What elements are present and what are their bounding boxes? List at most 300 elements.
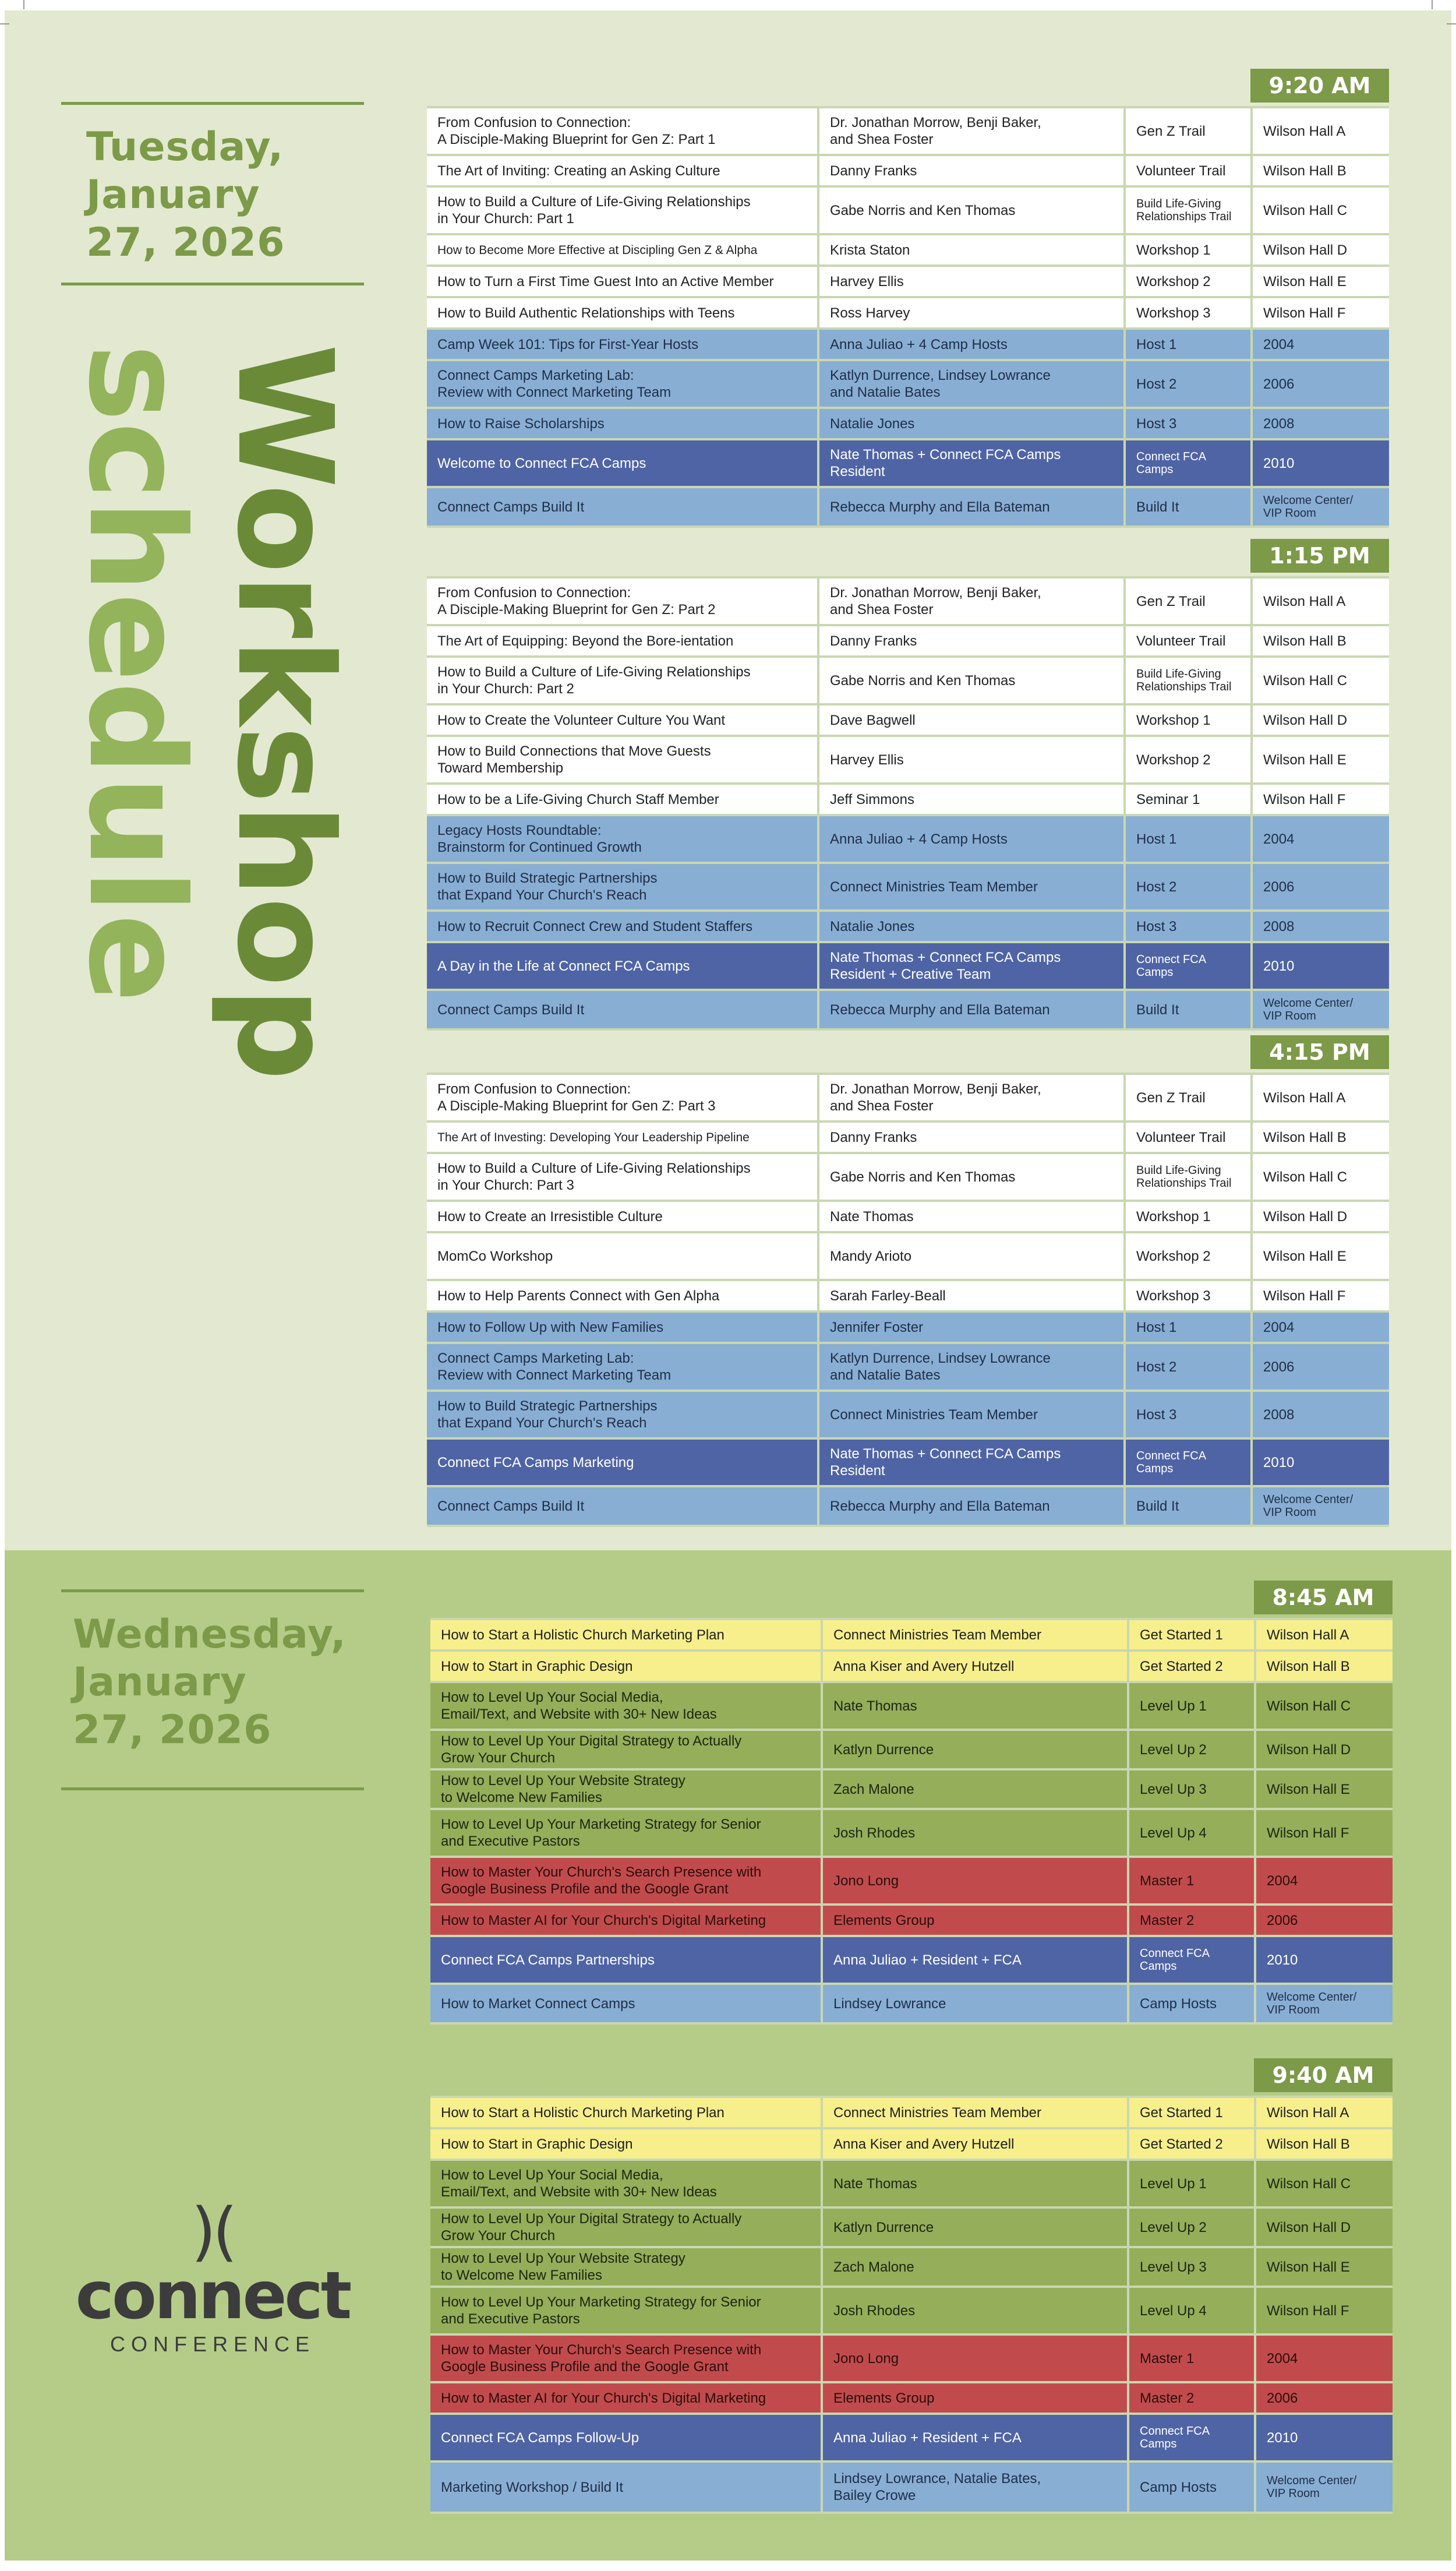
time-label: 4:15 PM (1250, 1035, 1389, 1069)
session-row (430, 2288, 1393, 2336)
session-title: How to Market Connect Camps (430, 1985, 823, 2022)
session-speaker: Anna Juliao + 4 Camp Hosts (819, 816, 1126, 862)
time-badge (430, 2058, 1393, 2092)
session-speaker: Josh Rhodes (823, 2288, 1129, 2333)
session-room: 2008 (1253, 912, 1389, 941)
session-speaker: Nate Thomas (823, 1683, 1129, 1729)
session-row (430, 2415, 1393, 2463)
session-speaker: Dr. Jonathan Morrow, Benji Baker, and Shea Foster (819, 108, 1126, 154)
session-speaker: Jono Long (823, 1858, 1129, 1903)
session-title: How to Create the Volunteer Culture You Want (427, 706, 819, 735)
day-heading-tuesday: Tuesday, January 27, 2026 (86, 124, 285, 266)
crop-mark (23, 0, 24, 9)
title-schedule (59, 344, 212, 1003)
session-track: Host 2 (1126, 361, 1253, 407)
session-track: Get Started 1 (1129, 2098, 1256, 2127)
session-room: Wilson Hall E (1253, 1233, 1389, 1279)
session-track: Host 2 (1126, 864, 1253, 909)
session-track: Master 2 (1129, 1906, 1256, 1935)
day-rule-bottom (61, 283, 364, 285)
session-title: Camp Week 101: Tips for First-Year Hosts (427, 330, 819, 359)
session-row (427, 579, 1389, 626)
session-title: Connect Camps Build It (427, 488, 819, 526)
session-room: 2010 (1256, 2415, 1393, 2460)
session-block-0115 (427, 539, 1389, 1031)
session-room: Wilson Hall A (1253, 108, 1389, 154)
session-speaker: Nate Thomas + Connect FCA Camps Resident (819, 440, 1126, 486)
session-row (430, 2209, 1393, 2248)
session-title: Connect FCA Camps Follow-Up (430, 2415, 823, 2460)
time-label: 9:40 AM (1254, 2058, 1393, 2092)
session-row (430, 2336, 1393, 2383)
session-row (427, 658, 1389, 706)
session-room: 2004 (1253, 816, 1389, 862)
time-label: 1:15 PM (1250, 539, 1389, 573)
session-track: Workshop 3 (1126, 1281, 1253, 1310)
session-title: Welcome to Connect FCA Camps (427, 440, 819, 486)
session-row (427, 1392, 1389, 1440)
session-speaker: Ross Harvey (819, 298, 1126, 327)
session-table (427, 576, 1389, 1031)
session-room: 2010 (1256, 1937, 1393, 1983)
session-track: Connect FCA Camps (1129, 2415, 1256, 2460)
session-row (430, 1937, 1393, 1985)
session-title: How to Become More Effective at Discipling Gen Z & Alpha (427, 235, 819, 264)
session-row (430, 2463, 1393, 2514)
session-track: Host 3 (1126, 409, 1253, 438)
session-title: How to Start a Holistic Church Marketing Plan (430, 1620, 823, 1649)
session-title: How to Recruit Connect Crew and Student Staffers (427, 912, 819, 941)
session-speaker: Anna Kiser and Avery Hutzell (823, 2129, 1129, 2159)
session-speaker: Rebecca Murphy and Ella Bateman (819, 1487, 1126, 1525)
session-track: Master 1 (1129, 1858, 1256, 1903)
session-room: Wilson Hall F (1256, 2288, 1393, 2333)
session-speaker: Rebecca Murphy and Ella Bateman (819, 991, 1126, 1028)
session-track: Host 1 (1126, 330, 1253, 359)
session-room: Wilson Hall F (1253, 785, 1389, 814)
day-heading-wednesday: Wednesday, January 27, 2026 (73, 1611, 347, 1753)
session-row (427, 1202, 1389, 1233)
session-room: Welcome Center/ VIP Room (1256, 1985, 1393, 2022)
session-row (430, 2383, 1393, 2415)
session-room: Wilson Hall C (1253, 658, 1389, 703)
logo-subtitle: CONFERENCE (109, 2332, 316, 2356)
session-title: How to Level Up Your Website Strategy to Welcome New Families (430, 2248, 823, 2286)
session-room: Wilson Hall B (1253, 156, 1389, 185)
session-title: Connect Camps Marketing Lab: Review with Connect Marketing Team (427, 1344, 819, 1389)
session-track: Workshop 2 (1126, 1233, 1253, 1279)
time-badge (427, 1035, 1389, 1069)
session-speaker: Elements Group (823, 2383, 1129, 2413)
session-title: How to Level Up Your Website Strategy to Welcome New Families (430, 1771, 823, 1808)
session-row (430, 2129, 1393, 2161)
session-speaker: Mandy Arioto (819, 1233, 1126, 1279)
session-row (427, 1154, 1389, 1202)
session-room: Wilson Hall D (1256, 1731, 1393, 1768)
session-speaker: Krista Staton (819, 235, 1126, 264)
session-track: Host 3 (1126, 1392, 1253, 1437)
session-room: Wilson Hall D (1253, 1202, 1389, 1231)
session-speaker: Danny Franks (819, 626, 1126, 655)
session-row (430, 1906, 1393, 1937)
session-title: How to Turn a First Time Guest Into an Active Member (427, 267, 819, 296)
session-row (427, 1344, 1389, 1392)
session-track: Host 1 (1126, 816, 1253, 862)
time-label: 8:45 AM (1254, 1581, 1393, 1614)
day-rule-top (61, 1589, 364, 1592)
session-title: From Confusion to Connection: A Disciple-Making Blueprint for Gen Z: Part 1 (427, 108, 819, 154)
session-track: Camp Hosts (1129, 1985, 1256, 2022)
session-table (430, 1618, 1393, 2025)
session-track: Build Life-Giving Relationships Trail (1126, 188, 1253, 233)
session-block-0940 (430, 2058, 1393, 2514)
session-track: Gen Z Trail (1126, 579, 1253, 624)
session-room: 2006 (1253, 864, 1389, 909)
session-track: Seminar 1 (1126, 785, 1253, 814)
session-track: Workshop 3 (1126, 298, 1253, 327)
session-row (430, 2248, 1393, 2288)
session-speaker: Elements Group (823, 1906, 1129, 1935)
crop-mark (1432, 0, 1433, 9)
session-speaker: Gabe Norris and Ken Thomas (819, 1154, 1126, 1200)
session-row (427, 1281, 1389, 1313)
session-table (430, 2096, 1393, 2514)
session-room: Wilson Hall B (1253, 1123, 1389, 1152)
session-track: Build Life-Giving Relationships Trail (1126, 1154, 1253, 1200)
session-title: How to Master AI for Your Church's Digital Marketing (430, 2383, 823, 2413)
session-track: Host 3 (1126, 912, 1253, 941)
session-title: How to Follow Up with New Families (427, 1313, 819, 1342)
session-row (430, 1731, 1393, 1771)
session-title: How to Level Up Your Marketing Strategy for Senior and Executive Pastors (430, 2288, 823, 2333)
session-track: Build Life-Giving Relationships Trail (1126, 658, 1253, 703)
session-speaker: Nate Thomas (823, 2161, 1129, 2206)
session-room: 2004 (1256, 2336, 1393, 2381)
session-row (427, 816, 1389, 864)
session-row (427, 991, 1389, 1031)
session-title: How to Build Strategic Partnerships that Expand Your Church's Reach (427, 864, 819, 909)
session-room: Wilson Hall C (1253, 188, 1389, 233)
session-title: How to Build Authentic Relationships with Teens (427, 298, 819, 327)
session-row (427, 737, 1389, 785)
session-speaker: Katlyn Durrence (823, 1731, 1129, 1768)
session-block-0415 (427, 1035, 1389, 1527)
session-speaker: Jennifer Foster (819, 1313, 1126, 1342)
session-row (427, 626, 1389, 658)
time-badge (430, 1581, 1393, 1614)
session-track: Get Started 1 (1129, 1620, 1256, 1649)
session-room: Wilson Hall D (1256, 2209, 1393, 2246)
session-room: 2006 (1256, 1906, 1393, 1935)
session-track: Master 2 (1129, 2383, 1256, 2413)
session-room: 2006 (1253, 1344, 1389, 1389)
crop-mark (0, 23, 9, 24)
session-room: Wilson Hall D (1253, 706, 1389, 735)
session-speaker: Danny Franks (819, 156, 1126, 185)
session-track: Connect FCA Camps (1126, 1440, 1253, 1485)
session-title: How to Level Up Your Digital Strategy to Actually Grow Your Church (430, 1731, 823, 1768)
session-title: How to Level Up Your Digital Strategy to Actually Grow Your Church (430, 2209, 823, 2246)
session-row (427, 706, 1389, 737)
session-track: Build It (1126, 1487, 1253, 1525)
session-title: Connect FCA Camps Partnerships (430, 1937, 823, 1983)
session-track: Workshop 2 (1126, 737, 1253, 782)
session-title: How to Level Up Your Social Media, Email/Text, and Website with 30+ New Ideas (430, 2161, 823, 2206)
session-speaker: Connect Ministries Team Member (819, 1392, 1126, 1437)
session-track: Connect FCA Camps (1126, 440, 1253, 486)
session-room: Wilson Hall F (1253, 298, 1389, 327)
session-speaker: Lindsey Lowrance (823, 1985, 1129, 2022)
session-speaker: Connect Ministries Team Member (819, 864, 1126, 909)
session-title: From Confusion to Connection: A Disciple-Making Blueprint for Gen Z: Part 2 (427, 579, 819, 624)
session-speaker: Anna Kiser and Avery Hutzell (823, 1652, 1129, 1681)
session-room: Wilson Hall F (1256, 1810, 1393, 1856)
session-title: How to Create an Irresistible Culture (427, 1202, 819, 1231)
session-speaker: Natalie Jones (819, 912, 1126, 941)
session-row (427, 235, 1389, 267)
session-track: Workshop 1 (1126, 1202, 1253, 1231)
time-badge (427, 539, 1389, 573)
session-room: Wilson Hall C (1256, 2161, 1393, 2206)
session-speaker: Jeff Simmons (819, 785, 1126, 814)
session-speaker: Natalie Jones (819, 409, 1126, 438)
session-title: A Day in the Life at Connect FCA Camps (427, 943, 819, 989)
session-room: Wilson Hall B (1256, 1652, 1393, 1681)
session-title: The Art of Equipping: Beyond the Bore-ientation (427, 626, 819, 655)
session-title: From Confusion to Connection: A Disciple-Making Blueprint for Gen Z: Part 3 (427, 1075, 819, 1120)
session-room: Wilson Hall E (1253, 737, 1389, 782)
session-room: Wilson Hall E (1253, 267, 1389, 296)
day-rule-bottom (61, 1787, 364, 1790)
session-room: 2010 (1253, 943, 1389, 989)
session-speaker: Katlyn Durrence, Lindsey Lowrance and Natalie Bates (819, 361, 1126, 407)
session-track: Workshop 1 (1126, 235, 1253, 264)
session-title: How to Start in Graphic Design (430, 1652, 823, 1681)
session-speaker: Harvey Ellis (819, 267, 1126, 296)
session-track: Level Up 4 (1129, 2288, 1256, 2333)
session-title: The Art of Inviting: Creating an Asking Culture (427, 156, 819, 185)
session-row (427, 785, 1389, 816)
session-speaker: Connect Ministries Team Member (823, 2098, 1129, 2127)
session-speaker: Dr. Jonathan Morrow, Benji Baker, and Shea Foster (819, 579, 1126, 624)
session-track: Build It (1126, 991, 1253, 1028)
session-track: Gen Z Trail (1126, 108, 1253, 154)
session-title: How to Master Your Church's Search Presence with Google Business Profile and the Google Grant (430, 2336, 823, 2381)
session-track: Master 1 (1129, 2336, 1256, 2381)
session-speaker: Katlyn Durrence, Lindsey Lowrance and Natalie Bates (819, 1344, 1126, 1389)
session-row (427, 943, 1389, 991)
connect-conference-logo (58, 2194, 367, 2357)
session-row (430, 1858, 1393, 1906)
session-title: How to Start in Graphic Design (430, 2129, 823, 2159)
session-row (427, 409, 1389, 440)
session-track: Level Up 4 (1129, 1810, 1256, 1856)
session-track: Build It (1126, 488, 1253, 526)
logo-wordmark: connect (75, 2258, 350, 2334)
session-row (427, 864, 1389, 912)
session-track: Level Up 2 (1129, 1731, 1256, 1768)
session-speaker: Anna Juliao + Resident + FCA (823, 1937, 1129, 1983)
session-title: Connect Camps Build It (427, 1487, 819, 1525)
crop-mark (1447, 23, 1456, 24)
session-speaker: Harvey Ellis (819, 737, 1126, 782)
time-label: 9:20 AM (1250, 69, 1389, 103)
session-room: Wilson Hall A (1253, 1075, 1389, 1120)
session-row (427, 1440, 1389, 1487)
session-speaker: Josh Rhodes (823, 1810, 1129, 1856)
session-title: How to Build Strategic Partnerships that Expand Your Church's Reach (427, 1392, 819, 1437)
session-speaker: Zach Malone (823, 2248, 1129, 2286)
session-room: 2004 (1253, 1313, 1389, 1342)
session-room: Welcome Center/ VIP Room (1253, 488, 1389, 526)
session-track: Connect FCA Camps (1126, 943, 1253, 989)
session-room: Wilson Hall A (1256, 1620, 1393, 1649)
session-speaker: Danny Franks (819, 1123, 1126, 1152)
session-room: Wilson Hall B (1253, 626, 1389, 655)
session-title: How to Level Up Your Social Media, Email/Text, and Website with 30+ New Ideas (430, 1683, 823, 1729)
session-row (427, 1313, 1389, 1344)
session-track: Level Up 3 (1129, 2248, 1256, 2286)
day-rule-top (61, 102, 364, 105)
session-row (427, 912, 1389, 943)
session-title: How to Build a Culture of Life-Giving Relationships in Your Church: Part 1 (427, 188, 819, 233)
session-speaker: Zach Malone (823, 1771, 1129, 1808)
session-track: Level Up 3 (1129, 1771, 1256, 1808)
session-room: Welcome Center/ VIP Room (1253, 991, 1389, 1028)
session-room: 2006 (1253, 361, 1389, 407)
session-room: Wilson Hall E (1256, 1771, 1393, 1808)
session-room: 2004 (1256, 1858, 1393, 1903)
session-row (430, 1652, 1393, 1683)
session-title: How to Build Connections that Move Guests Toward Membership (427, 737, 819, 782)
session-track: Connect FCA Camps (1129, 1937, 1256, 1983)
session-track: Gen Z Trail (1126, 1075, 1253, 1120)
session-title: How to Master Your Church's Search Presence with Google Business Profile and the Google Grant (430, 1858, 823, 1903)
session-row (427, 488, 1389, 528)
session-room: Wilson Hall C (1256, 1683, 1393, 1729)
session-title: How to Build a Culture of Life-Giving Relationships in Your Church: Part 2 (427, 658, 819, 703)
title-word-schedule: schedule (59, 344, 212, 1003)
session-speaker: Anna Juliao + Resident + FCA (823, 2415, 1129, 2460)
session-speaker: Jono Long (823, 2336, 1129, 2381)
session-track: Volunteer Trail (1126, 156, 1253, 185)
session-row (427, 1075, 1389, 1123)
session-row (427, 298, 1389, 330)
session-track: Get Started 2 (1129, 1652, 1256, 1681)
session-row (430, 1771, 1393, 1810)
session-track: Level Up 1 (1129, 2161, 1256, 2206)
session-room: 2008 (1253, 1392, 1389, 1437)
session-speaker: Rebecca Murphy and Ella Bateman (819, 488, 1126, 526)
session-speaker: Nate Thomas + Connect FCA Camps Resident + Creative Team (819, 943, 1126, 989)
session-room: 2006 (1256, 2383, 1393, 2413)
session-row (427, 188, 1389, 235)
session-room: Wilson Hall A (1253, 579, 1389, 624)
logo-mark: )( (191, 2194, 234, 2269)
session-speaker: Anna Juliao + 4 Camp Hosts (819, 330, 1126, 359)
session-track: Level Up 1 (1129, 1683, 1256, 1729)
session-track: Workshop 2 (1126, 267, 1253, 296)
title-word-workshop: Workshop (208, 344, 361, 1081)
session-speaker: Dave Bagwell (819, 706, 1126, 735)
session-room: Wilson Hall C (1253, 1154, 1389, 1200)
session-title: How to Help Parents Connect with Gen Alpha (427, 1281, 819, 1310)
session-title: How to Level Up Your Marketing Strategy for Senior and Executive Pastors (430, 1810, 823, 1856)
session-row (430, 1985, 1393, 2025)
session-title: Connect Camps Build It (427, 991, 819, 1028)
session-table (427, 1073, 1389, 1527)
session-track: Volunteer Trail (1126, 1123, 1253, 1152)
session-speaker: Gabe Norris and Ken Thomas (819, 658, 1126, 703)
session-title: The Art of Investing: Developing Your Leadership Pipeline (427, 1123, 819, 1152)
session-row (427, 156, 1389, 188)
session-row (427, 108, 1389, 156)
title-workshop (208, 344, 361, 1081)
session-block-0920 (427, 69, 1389, 528)
session-track: Camp Hosts (1129, 2463, 1256, 2512)
session-row (427, 361, 1389, 409)
session-speaker: Lindsey Lowrance, Natalie Bates, Bailey Crowe (823, 2463, 1129, 2512)
session-track: Host 1 (1126, 1313, 1253, 1342)
session-speaker: Gabe Norris and Ken Thomas (819, 188, 1126, 233)
session-title: Legacy Hosts Roundtable: Brainstorm for Continued Growth (427, 816, 819, 862)
session-room: Wilson Hall A (1256, 2098, 1393, 2127)
session-row (427, 267, 1389, 298)
session-speaker: Nate Thomas (819, 1202, 1126, 1231)
session-row (427, 1233, 1389, 1281)
session-room: Wilson Hall D (1253, 235, 1389, 264)
session-row (427, 330, 1389, 361)
session-room: Wilson Hall B (1256, 2129, 1393, 2159)
session-track: Volunteer Trail (1126, 626, 1253, 655)
session-row (427, 1123, 1389, 1154)
session-row (430, 1683, 1393, 1731)
session-title: MomCo Workshop (427, 1233, 819, 1279)
session-row (427, 440, 1389, 488)
session-title: How to Start a Holistic Church Marketing Plan (430, 2098, 823, 2127)
session-table (427, 106, 1389, 528)
session-title: Connect Camps Marketing Lab: Review with Connect Marketing Team (427, 361, 819, 407)
session-room: Wilson Hall E (1256, 2248, 1393, 2286)
session-speaker: Sarah Farley-Beall (819, 1281, 1126, 1310)
session-track: Host 2 (1126, 1344, 1253, 1389)
session-speaker: Connect Ministries Team Member (823, 1620, 1129, 1649)
session-title: How to be a Life-Giving Church Staff Member (427, 785, 819, 814)
session-title: How to Build a Culture of Life-Giving Relationships in Your Church: Part 3 (427, 1154, 819, 1200)
session-room: Welcome Center/ VIP Room (1253, 1487, 1389, 1525)
session-speaker: Katlyn Durrence (823, 2209, 1129, 2246)
session-room: 2004 (1253, 330, 1389, 359)
session-track: Workshop 1 (1126, 706, 1253, 735)
time-badge (427, 69, 1389, 103)
session-title: How to Raise Scholarships (427, 409, 819, 438)
session-block-0845 (430, 1581, 1393, 2025)
session-room: Wilson Hall F (1253, 1281, 1389, 1310)
session-track: Get Started 2 (1129, 2129, 1256, 2159)
session-room: 2010 (1253, 1440, 1389, 1485)
session-speaker: Dr. Jonathan Morrow, Benji Baker, and Shea Foster (819, 1075, 1126, 1120)
session-room: 2008 (1253, 409, 1389, 438)
session-track: Level Up 2 (1129, 2209, 1256, 2246)
session-title: How to Master AI for Your Church's Digital Marketing (430, 1906, 823, 1935)
session-speaker: Nate Thomas + Connect FCA Camps Resident (819, 1440, 1126, 1485)
session-title: Connect FCA Camps Marketing (427, 1440, 819, 1485)
session-title: Marketing Workshop / Build It (430, 2463, 823, 2512)
session-row (430, 1620, 1393, 1652)
session-row (430, 2098, 1393, 2129)
session-row (427, 1487, 1389, 1527)
session-room: 2010 (1253, 440, 1389, 486)
